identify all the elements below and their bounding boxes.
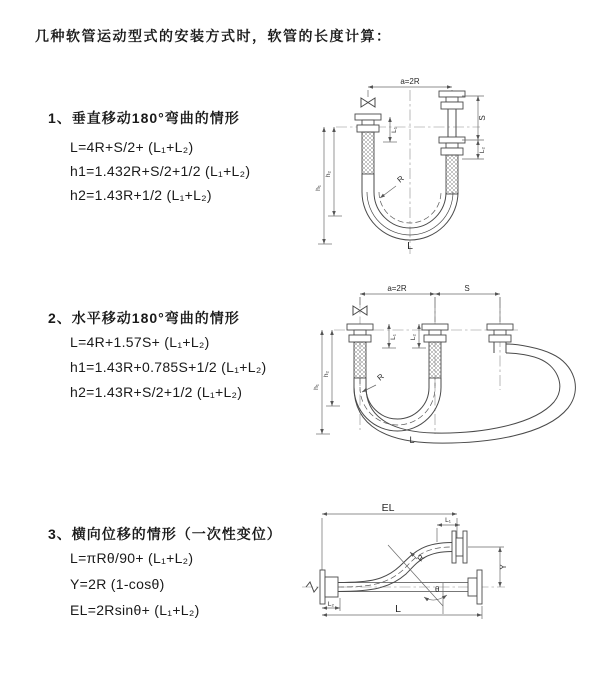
- dimension-l1: [383, 117, 398, 142]
- dim-label-el: EL: [381, 502, 395, 514]
- dim-label-l1: L₁: [390, 334, 397, 340]
- dim-label-h2: h₂: [323, 370, 330, 378]
- dimension-l-total: [322, 603, 482, 619]
- top-flange-fitting: [452, 531, 467, 563]
- section-1-heading: 1、垂直移动180°弯曲的情形: [48, 110, 240, 126]
- right-flange-fittings: [439, 91, 465, 194]
- section-1-formula-h2: h2=1.43R+1/2 (L₁+L₂): [70, 187, 212, 203]
- section-3-formula-Y: Y=2R (1-cosθ): [70, 576, 165, 592]
- dimension-h2: [325, 127, 342, 216]
- diagram-lateral-displacement: [298, 498, 593, 633]
- section-3-heading: 3、横向位移的情形（一次性变位）: [48, 526, 282, 542]
- dim-label-theta: θ: [435, 585, 440, 594]
- dim-label-l-total: L: [409, 435, 415, 445]
- dimension-l2: [462, 140, 486, 159]
- left-flange-fitting: [320, 570, 338, 604]
- dim-label-l2: L₂: [327, 601, 335, 608]
- dim-label-h2: h₂: [325, 170, 332, 178]
- middle-flange-fitting: [422, 324, 448, 378]
- page-title: 几种软管运动型式的安装方式时，软管的长度计算：: [35, 28, 392, 44]
- section-1-formula-L: L=4R+S/2+ (L₁+L₂): [70, 139, 194, 155]
- dim-label-h1: h₁: [313, 384, 320, 390]
- left-flange-fitting: [355, 114, 381, 174]
- radius-leader: [380, 174, 406, 198]
- dim-label-l: L: [395, 603, 401, 615]
- dim-label-s: S: [464, 284, 470, 293]
- dimension-a2r: [360, 284, 435, 294]
- dim-label-r: R: [375, 371, 386, 383]
- section-2-formula-h2: h2=1.43R+S/2+1/2 (L₁+L₂): [70, 384, 243, 400]
- dim-label-l-total: L: [407, 240, 413, 252]
- hose-u-curve-position2: [354, 344, 575, 443]
- dimension-l1: [382, 324, 397, 348]
- braided-hose-left: [354, 342, 366, 378]
- dimension-h2: [323, 330, 340, 406]
- dimension-s: [462, 96, 487, 140]
- dim-label-l1: L₁: [391, 127, 398, 133]
- section-1-formula-h1: h1=1.432R+S/2+1/2 (L₁+L₂): [70, 163, 251, 179]
- braided-hose-right: [446, 155, 458, 194]
- right-flange-fitting: [487, 324, 513, 353]
- dim-label-a2r: a=2R: [400, 77, 420, 86]
- dimension-h1: [313, 330, 330, 434]
- dim-label-y: Y: [499, 564, 508, 570]
- section-3-formula-L: L=πRθ/90+ (L₁+L₂): [70, 550, 194, 566]
- dim-label-r: R: [415, 553, 427, 564]
- dim-label-l1: L₁: [445, 517, 451, 524]
- left-flange-fitting: [347, 324, 373, 378]
- section-2-formula-L: L=4R+1.57S+ (L₁+L₂): [70, 334, 210, 350]
- section-3-formula-EL: EL=2Rsinθ+ (L₁+L₂): [70, 602, 200, 618]
- dim-label-l2: L₂: [479, 146, 486, 154]
- diagram-horizontal-180-bend: [306, 282, 594, 458]
- hose-u-curve-position1: [354, 378, 441, 431]
- dim-label-h1: h₁: [315, 185, 322, 191]
- section-2-formula-h1: h1=1.43R+0.785S+1/2 (L₁+L₂): [70, 359, 267, 375]
- dimension-s: [435, 284, 500, 294]
- valve-icon: [361, 98, 375, 107]
- dim-label-s: S: [478, 115, 487, 121]
- braided-hose-middle: [429, 342, 441, 378]
- section-2-heading: 2、水平移动180°弯曲的情形: [48, 310, 240, 326]
- braided-hose-left: [362, 132, 374, 174]
- diagram-vertical-180-bend: [310, 74, 592, 260]
- dim-label-r: R: [395, 173, 406, 185]
- dim-label-a2r: a=2R: [387, 284, 407, 293]
- dim-label-l2: L₂: [410, 333, 417, 341]
- dimension-h1: [315, 127, 332, 244]
